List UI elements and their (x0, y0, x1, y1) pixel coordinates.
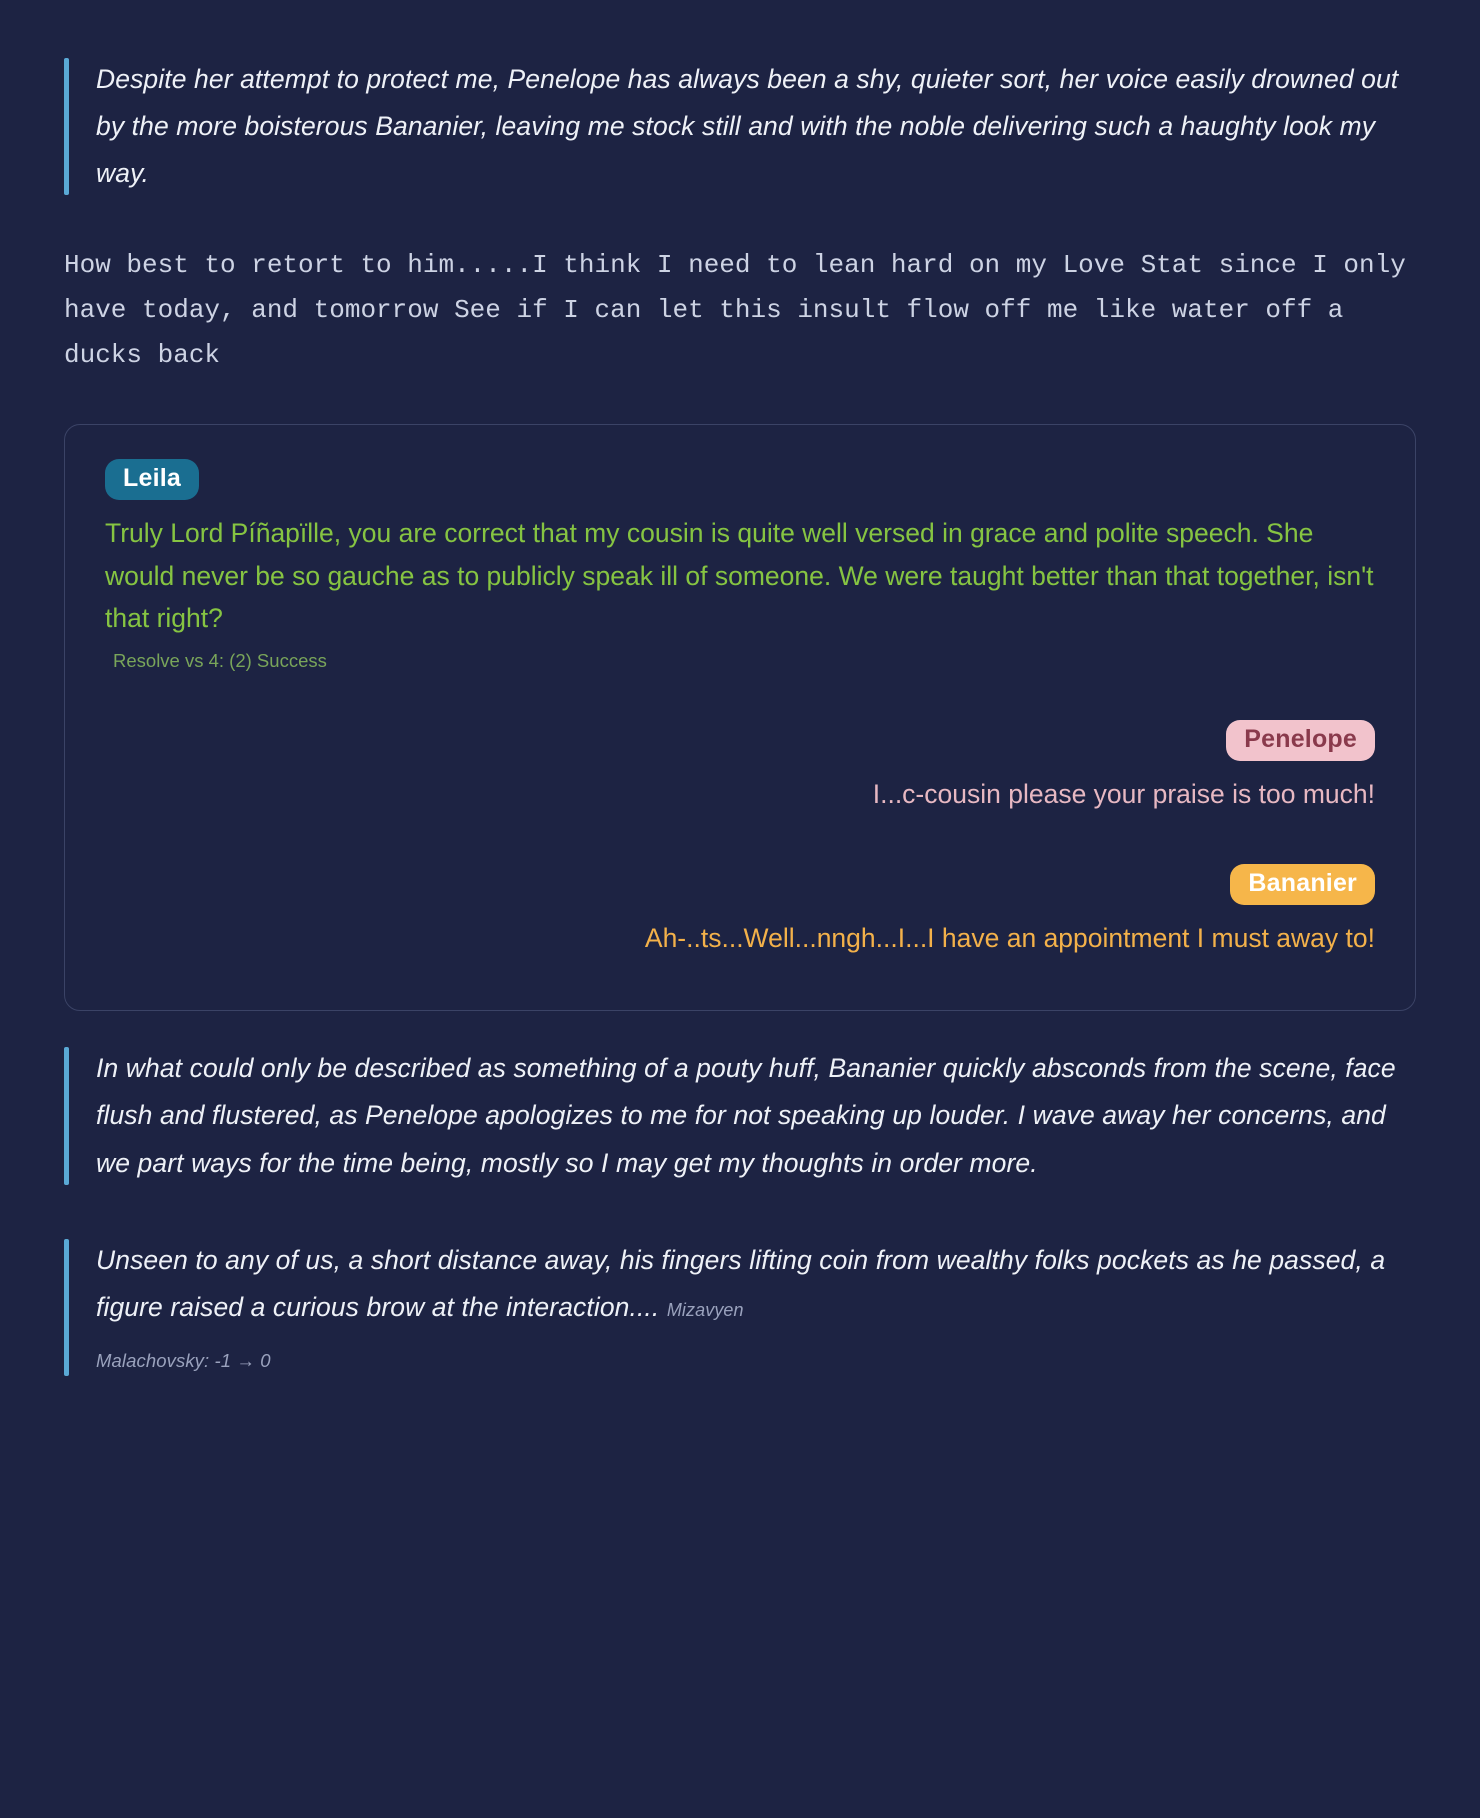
dialogue-message-leila (105, 459, 1375, 673)
dice-roll-result: Resolve vs 4: (2) Success (113, 650, 327, 672)
narration-block-mid (64, 1041, 1416, 1190)
speaker-badge-leila: Leila (105, 459, 199, 500)
dialogue-card (64, 424, 1416, 1012)
dialogue-text-penelope: I...c-cousin please your praise is too much! (872, 779, 1375, 810)
stat-change-note: Malachovsky: -1 → 0 (96, 1350, 271, 1372)
dialogue-message-bananier (105, 864, 1375, 960)
speaker-badge-bananier: Bananier (1230, 864, 1375, 905)
narration-text-mid: In what could only be described as something of a pouty huff, Bananier quickly absconds from the scene, face flush and flustered, as Penelope apologizes to me for not speaking up louder. I wave away her concerns, and we part ways for the time being, mostly so I may get my thoughts in order more. (96, 1053, 1396, 1178)
dialogue-text-leila: Truly Lord Píñapïlle, you are correct that my cousin is quite well versed in grace and polite speech. She would never be so gauche as to publicly speak ill of someone. We were taught better than that together, isn't that right? (105, 517, 1374, 634)
narration-block-top (64, 52, 1416, 201)
dialogue-spacer (105, 682, 1375, 720)
dialogue-text-bananier: Ah-..ts...Well...nngh...I...I have an appointment I must away to! (644, 923, 1375, 954)
dialogue-message-penelope (105, 720, 1375, 816)
narration-block-bottom (64, 1233, 1416, 1382)
speaker-badge-penelope: Penelope (1226, 720, 1375, 761)
dialogue-spacer (105, 826, 1375, 864)
narration-text-top: Despite her attempt to protect me, Penelope has always been a shy, quieter sort, her voice easily drowned out by the more boisterous Bananier, leaving me stock still and with the noble delivering such a haughty look my way. (96, 64, 1399, 189)
narration-text-bottom (96, 1237, 1416, 1378)
internal-thought-block: How best to retort to him.....I think I need to lean hard on my Love Stat since I only have today, and tomorrow See if I can let this insult flow off me like water off a ducks back (64, 250, 1422, 370)
narration-attribution: Mizavyen (666, 1299, 744, 1320)
narration-text-bottom-body: Unseen to any of us, a short distance away, his fingers lifting coin from wealthy folks pockets as he passed, a figure raised a curious brow at the interaction.... (96, 1244, 1386, 1322)
